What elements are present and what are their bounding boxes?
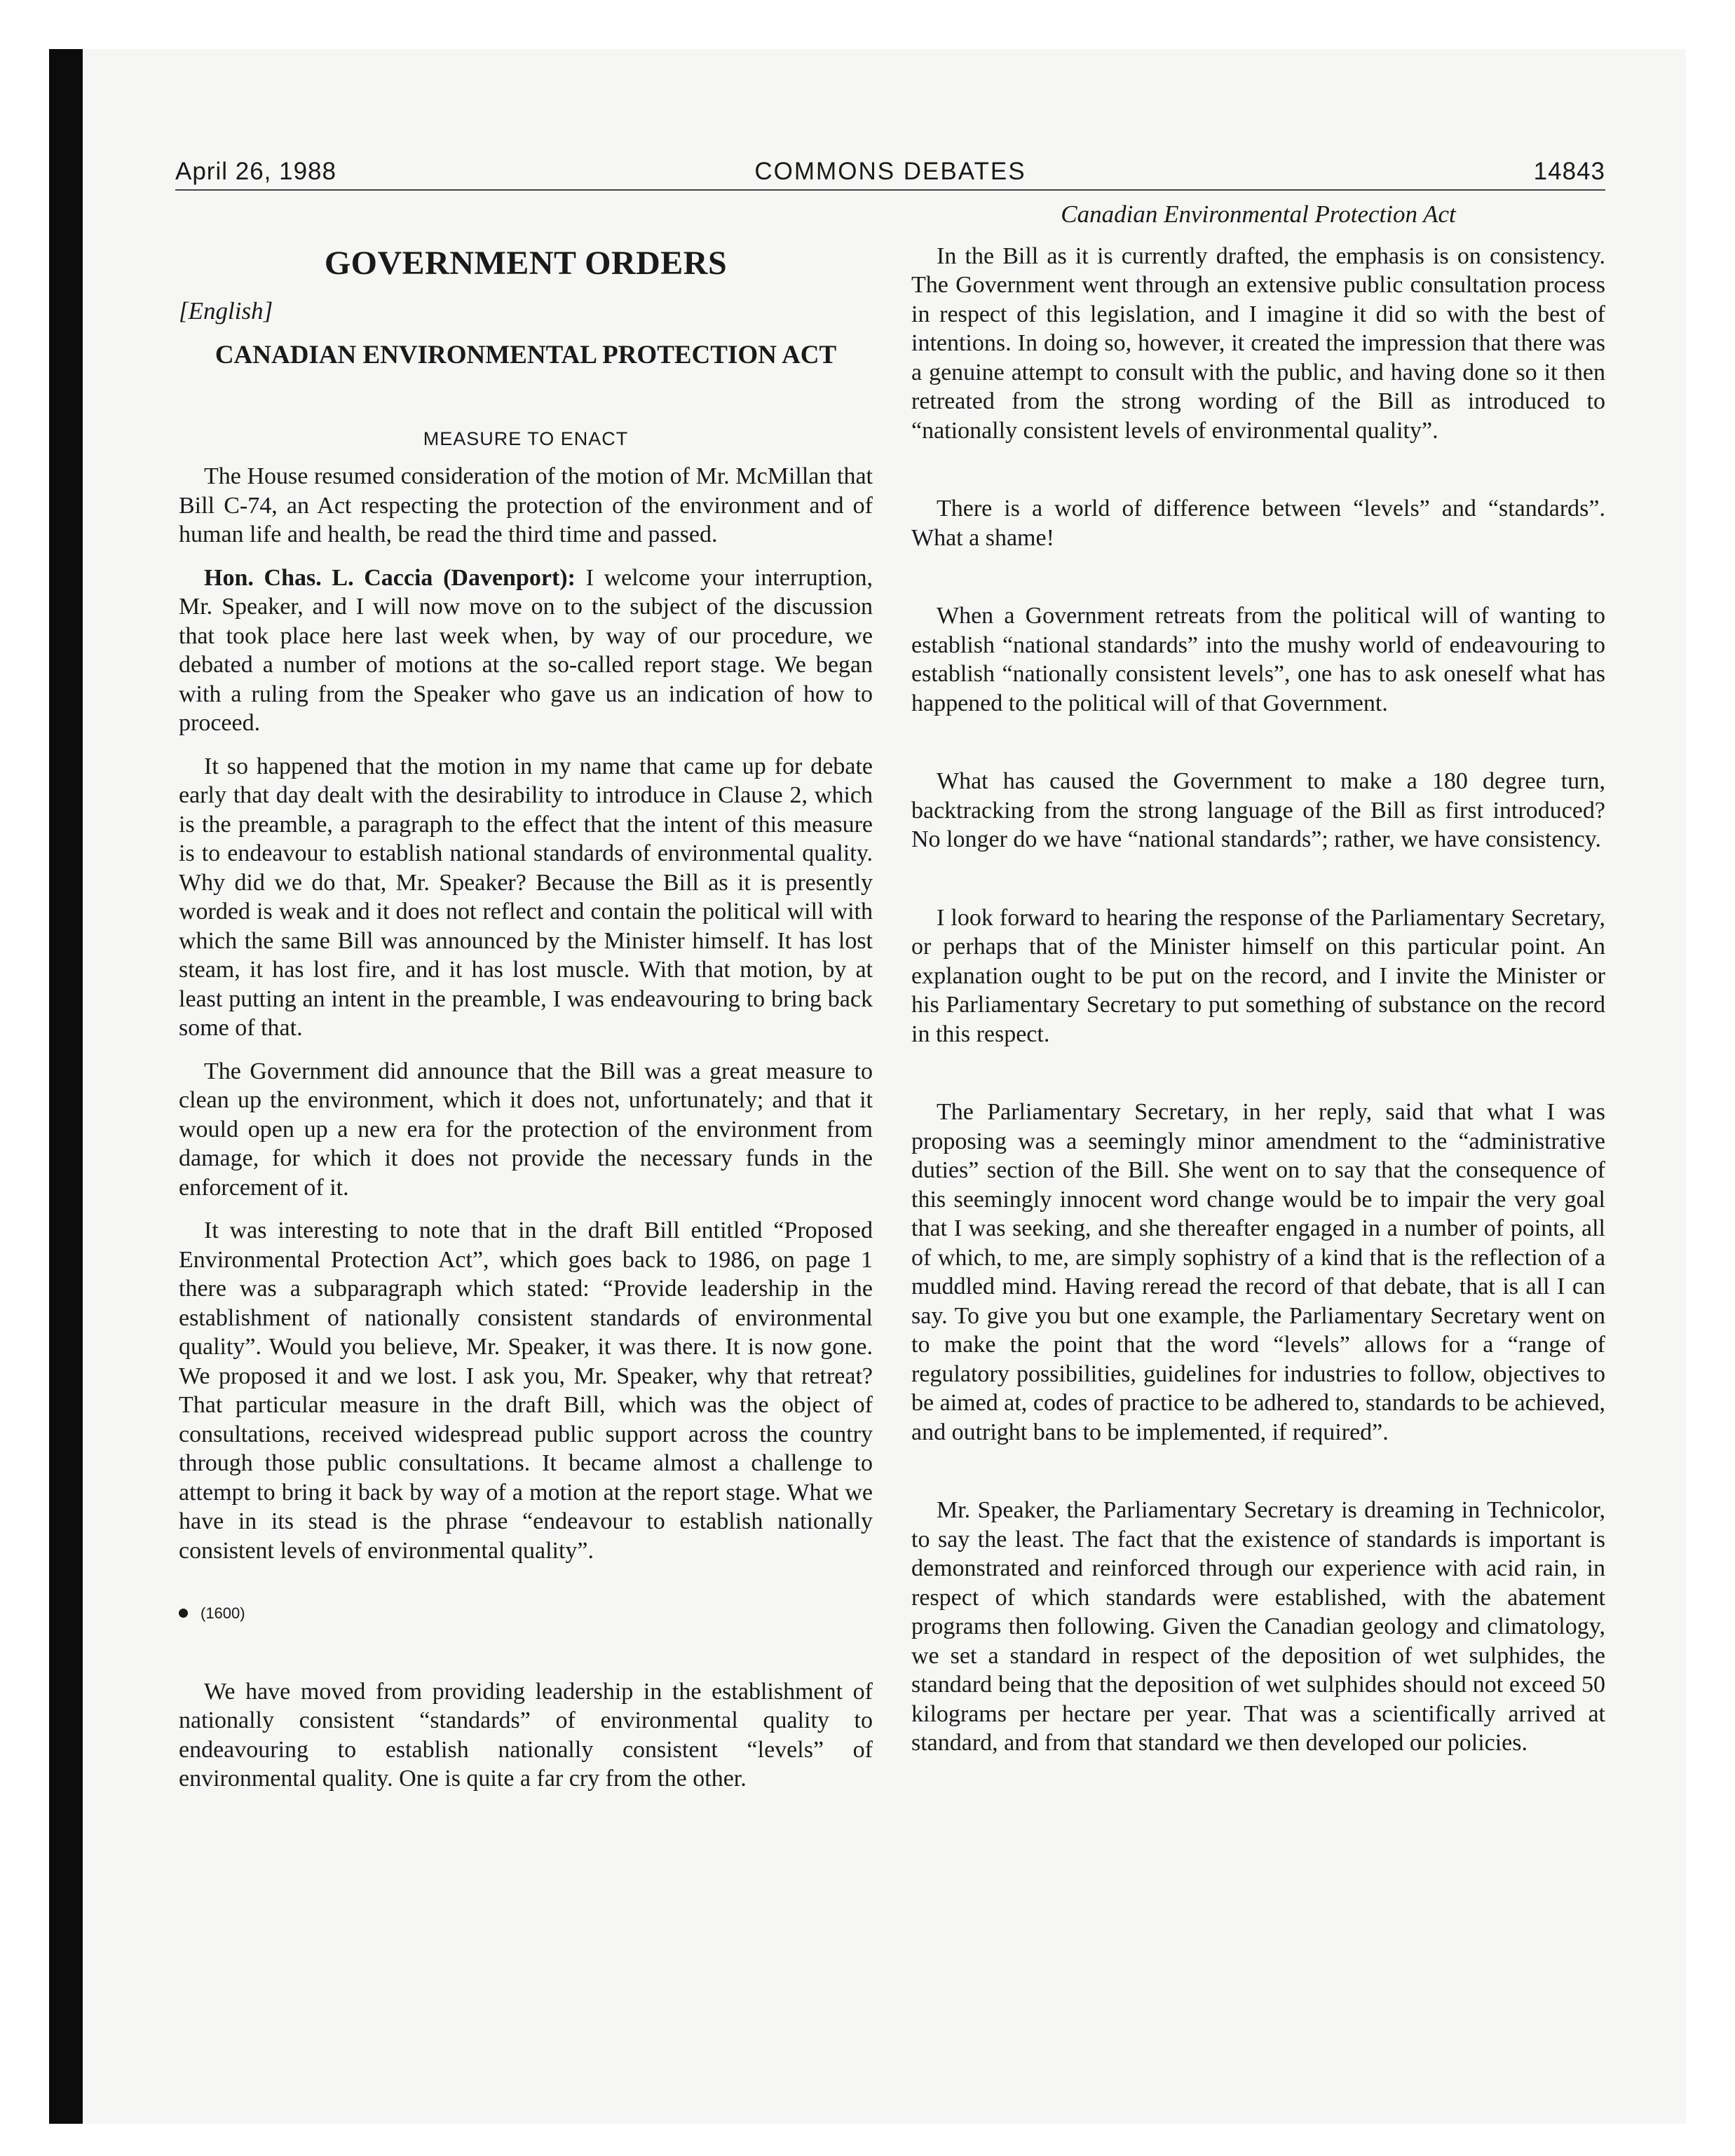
language-note: [English] — [179, 296, 273, 325]
bullet-icon — [179, 1609, 188, 1618]
speaker-paragraph — [179, 564, 873, 738]
paragraph: It was interesting to note that in the draft Bill entitled “Proposed Environmental Protection Act”, which goes back to 1986, on page 1 there was a subparagraph which stated: “Provide leadership in the establishment of nationally consistent standards of environmental quality”. Would you believe, Mr. Speaker, it was there. It is now gone. We proposed it and we lost. I ask you, Mr. Speaker, why that retreat? That particular measure in the draft Bill, which was the object of consultations, received widespread public support across the country through those public consultations. It became almost a challenge to attempt to bring it back by way of a motion at the report stage. What we have in its stead is the phrase “endeavour to establish nationally consistent levels of environmental quality”. — [179, 1217, 873, 1564]
binding-edge — [49, 49, 83, 2124]
paragraph: It so happened that the motion in my name that came up for debate early that day dealt with the desirability to introduce in Clause 2, which is the preamble, a paragraph to the effect that the intent of this measure is to endeavour to establish national standards of environmental quality. Why did we do that, Mr. Speaker? Because the Bill as it is presently worded is weak and it does not reflect and contain the political will with which the same Bill was announced by the Minister himself. It has lost steam, it has lost fire, and it has lost muscle. With that motion, by at least putting an intent in the preamble, I was endeavouring to bring back some of that. — [179, 753, 873, 1041]
header-date: April 26, 1988 — [175, 158, 336, 185]
paragraph: When a Government retreats from the political will of wanting to establish “national standards” into the mushy world of endeavouring to establish “nationally consistent levels”, one has to ask oneself what has happened to the political will of that Government. — [911, 603, 1605, 716]
paragraph: I look forward to hearing the response of the Parliamentary Secretary, or perhaps that of the Minister himself on this particular point. An explanation ought to be put on the record, and I invite the Minister or his Parliamentary Secretary to put something of substance on the record in this respect. — [911, 904, 1605, 1047]
speech-text: I welcome your interruption, Mr. Speaker, and I will now move on to the subject of the discussion that took place here last week when, by way of our procedure, we debated a number of motions at the so-called report stage. We began with a ruling from the Speaker who gave us an indication of how to proceed. — [179, 564, 873, 736]
paragraph: The House resumed consideration of the motion of Mr. McMillan that Bill C-74, an Act respecting the protection of the environment and of human life and health, be read the third time and passed. — [179, 463, 873, 547]
right-column — [911, 200, 1605, 1758]
running-head: Canadian Environmental Protection Act — [1061, 200, 1456, 228]
header-publication: COMMONS DEBATES — [754, 158, 1026, 185]
paragraph: The Government did announce that the Bill was a great measure to clean up the environment, which it does not, unfortunately; and that it would open up a new era for the protection of the environment from damage, for which it does not provide the necessary funds in the enforcement of it. — [179, 1058, 873, 1201]
left-column — [179, 200, 873, 1794]
paragraph: Mr. Speaker, the Parliamentary Secretary is dreaming in Technicolor, to say the least. The fact that the existence of standards is important is demonstrated and reinforced through our experience with acid rain, in respect of which standards were established, with the abatement programs then following. Given the Canadian geology and climatology, we set a standard in respect of the deposition of wet sulphides, the standard being that the deposition of wet sulphides should not exceed 50 kilograms per hectare per year. That was a scientifically arrived at standard, and from that standard we then developed our policies. — [911, 1497, 1605, 1756]
paragraph: What has caused the Government to make a 180 degree turn, backtracking from the strong language of the Bill as first introduced? No longer do we have “national standards”; rather, we have consistency. — [911, 768, 1605, 852]
paragraph: There is a world of difference between “levels” and “standards”. What a shame! — [911, 496, 1605, 551]
time-stamp: (1600) — [200, 1604, 245, 1622]
paragraph: The Parliamentary Secretary, in her reply, said that what I was proposing was a seemingly minor amendment to the “administrative duties” section of the Bill. She went on to say that the consequence of this seemingly innocent word change would be to impair the very goal that I was seeking, and she thereafter engaged in a number of points, all of which, to me, are simply sophistry of a kind that is the reflection of a muddled mind. Having reread the record of that debate, that is all I can say. To give you but one example, the Parliamentary Secretary went on to make the point that the word “levels” allows for a “range of regulatory possibilities, guidelines for industries to follow, objectives to be aimed at, codes of practice to be adhered to, standards to be achieved, and outright bans to be implemented, if required”. — [911, 1099, 1605, 1445]
header-page-number: 14843 — [1533, 158, 1605, 185]
act-title: CANADIAN ENVIRONMENTAL PROTECTION ACT — [215, 341, 837, 369]
page-header — [175, 151, 1605, 191]
measure-subheading: MEASURE TO ENACT — [423, 428, 629, 449]
paragraph: We have moved from providing leadership in the establishment of nationally consistent “standards” of environmental quality to endeavouring to establish nationally consistent “levels” of environmental quality. One is quite a far cry from the other. — [179, 1678, 873, 1792]
speaker-name: Hon. Chas. L. Caccia (Davenport): — [204, 564, 576, 591]
time-marker — [179, 1599, 873, 1628]
paragraph: In the Bill as it is currently drafted, the emphasis is on consistency. The Government went through an extensive public consultation process in respect of this legislation, and I imagine it did so with the best of intentions. In doing so, however, it created the impression that there was a genuine attempt to consult with the public, and having done so it then retreated from the strong wording of the Bill as introduced to “nationally consistent levels of environmental quality”. — [911, 243, 1605, 444]
section-title: GOVERNMENT ORDERS — [324, 245, 728, 282]
